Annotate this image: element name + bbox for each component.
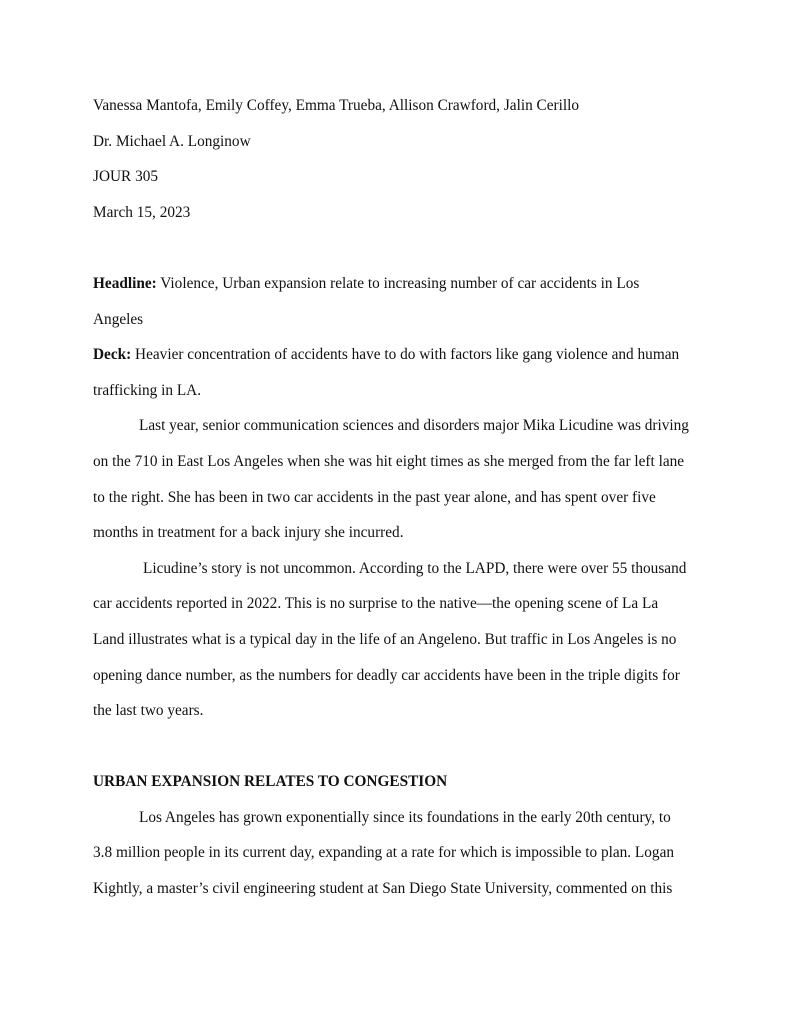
author-names: Vanessa Mantofa, Emily Coffey, Emma Trueba, Allison Crawford, Jalin Cerillo bbox=[93, 97, 580, 114]
paragraph-1-line-2: on the 710 in East Los Angeles when she was hit eight times as she merged from the far left lane bbox=[93, 452, 685, 470]
document-content bbox=[93, 88, 693, 907]
paragraph-2-line-1: Licudine’s story is not uncommon. According to the LAPD, there were over 55 thousand bbox=[143, 559, 687, 577]
headline-line-2: Angeles bbox=[93, 310, 144, 328]
submission-date: March 15, 2023 bbox=[93, 203, 191, 221]
instructor-name: Dr. Michael A. Longinow bbox=[93, 132, 251, 150]
paragraph-3-line-1: Los Angeles has grown exponentially since its foundations in the early 20th century, to bbox=[139, 808, 671, 826]
paragraph-1 bbox=[93, 408, 693, 550]
section-heading: URBAN EXPANSION RELATES TO CONGESTION bbox=[93, 773, 448, 791]
deck-text-1: Heavier concentration of accidents have to do with factors like gang violence and human bbox=[131, 346, 680, 364]
blank-line bbox=[93, 230, 693, 266]
paragraph-1-line-3: to the right. She has been in two car accidents in the past year alone, and has spent over five bbox=[93, 488, 656, 506]
deck-line-2: trafficking in LA. bbox=[93, 381, 202, 399]
paragraph-1-line-4: months in treatment for a back injury she incurred. bbox=[93, 524, 404, 542]
paragraph-2-line-2: car accidents reported in 2022. This is no surprise to the native—the opening scene of La La bbox=[93, 595, 659, 613]
paragraph-1-line-1: Last year, senior communication sciences and disorders major Mika Licudine was driving bbox=[139, 417, 689, 435]
paragraph-3 bbox=[93, 800, 693, 907]
deck-label: Deck: bbox=[93, 346, 132, 364]
course-code: JOUR 305 bbox=[93, 168, 159, 186]
paragraph-2-line-4: opening dance number, as the numbers for deadly car accidents have been in the triple digits for bbox=[93, 666, 680, 684]
paragraph-3-line-2: 3.8 million people in its current day, expanding at a rate for which is impossible to plan. Logan bbox=[93, 844, 675, 862]
headline-text-1: Violence, Urban expansion relate to increasing number of car accidents in Los bbox=[156, 274, 640, 292]
headline-label: Headline: bbox=[93, 274, 157, 292]
paragraph-2-line-3: Land illustrates what is a typical day in the life of an Angeleno. But traffic in Los Angeles is no bbox=[93, 630, 677, 648]
paragraph-2-line-5: the last two years. bbox=[93, 702, 204, 720]
paragraph-3-line-3: Kightly, a master’s civil engineering student at San Diego State University, commented on this bbox=[93, 880, 673, 898]
deck-line-1 bbox=[93, 337, 693, 373]
blank-line bbox=[93, 729, 693, 765]
paragraph-2 bbox=[93, 551, 693, 729]
headline-line-1 bbox=[93, 266, 693, 302]
